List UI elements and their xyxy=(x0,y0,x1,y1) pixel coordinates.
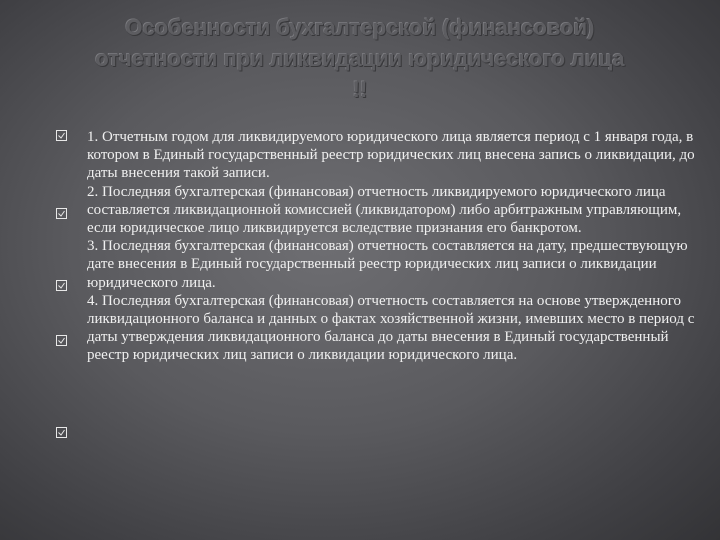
bullet-square-icon xyxy=(56,208,67,219)
title-line-2: отчетности при ликвидации юридического лица xyxy=(95,46,625,71)
title-line-3: !! xyxy=(352,77,368,102)
paragraph-2: 2. Последняя бухгалтерская (финансовая) отчетность ликвидируемого юридического лица составляется ликвидационной комиссией (ликвидатором) либо арбитражным управляющим, если юридическое лицо ликвидируется вследствие признания его банкротом. xyxy=(87,183,682,237)
bullet-square-icon xyxy=(56,427,67,438)
bullet-square-icon xyxy=(56,130,67,141)
bullet-square-icon xyxy=(56,335,67,346)
slide-body xyxy=(87,128,697,365)
paragraph-4: 4. Последняя бухгалтерская (финансовая) отчетность составляется на основе утвержденного ликвидационного баланса и данных о фактах хозяйственной жизни, имевших место в период с даты утверждения ликвидационного баланса до даты внесения в Единый государственный реестр юридических лиц записи о ликвидации юридического лица. xyxy=(87,292,695,364)
paragraph-1: 1. Отчетным годом для ликвидируемого юридического лица является период с 1 января года, в котором в Единый государственный реестр юридических лиц внесена запись о ликвидации, до даты внесения такой записи. xyxy=(87,129,695,182)
title-line-1: Особенности бухгалтерской (финансовой) xyxy=(125,15,595,40)
paragraph-3: 3. Последняя бухгалтерская (финансовая) отчетность составляется на дату, предшествующую дате внесения в Единый государственный реестр юридических лиц записи о ликвидации юридического лица. xyxy=(87,238,688,291)
bullet-square-icon xyxy=(56,280,67,291)
